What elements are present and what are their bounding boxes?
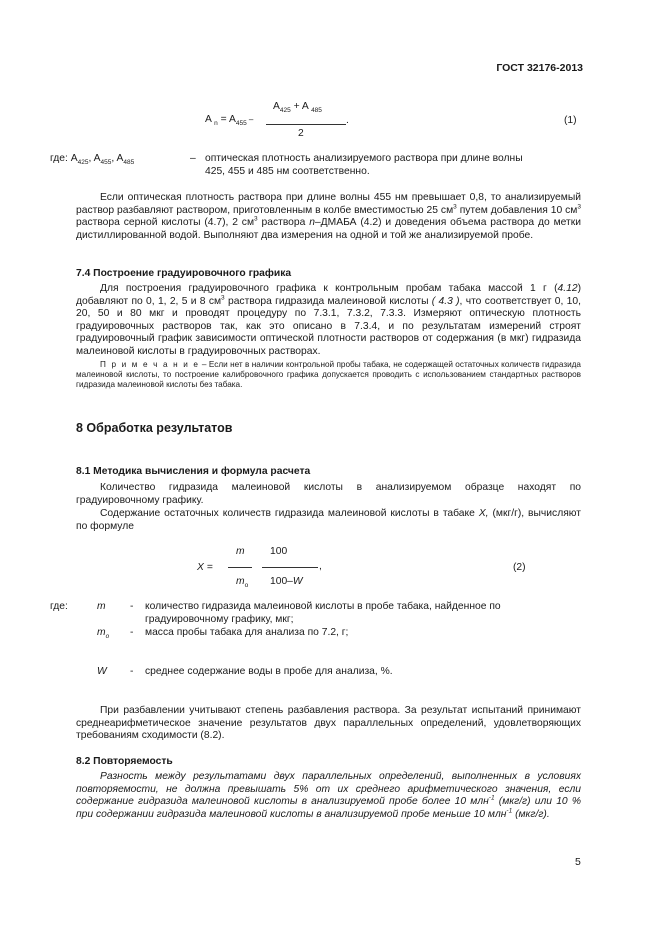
formula-2-den-100w: 100–W (270, 576, 303, 587)
formula-2-den-m: $m_o$ (236, 576, 249, 590)
page-number: 5 (575, 856, 581, 868)
where-2-symbol: m (97, 601, 106, 612)
where-1-desc-line-2: 425, 455 и 485 нм соответственно. (205, 166, 370, 177)
formula-1-number: (1) (564, 115, 577, 126)
formula-2-num-m: m (236, 546, 245, 557)
formula-1-lhs: A $_n = A_{455}$ – (205, 114, 254, 128)
standard-number: ГОСТ 32176-2013 (496, 62, 583, 74)
section-7-4-paragraph: Для построения градуировочного графика к контрольным пробам табака массой 1 г (4.12) добавляют по 0, 1, 2, 5 и 8 $см^3$ раствора гидразида малеиновой кислоты ( 4.3 ), что соответствует 0, 10, 20, 50 и 80 мкг и проводят процедуру по 7.3.1, 7.3.2, 7.3.3. Измеряют оптическую плотность градуировочных растворов так, как это описано в 7.3.4, и по результатам измерений строят градуировочный график зависимости оптической плотности растворов от содержания (в мкг) гидразида малеиновой кислоты в градуировочных растворах. (76, 283, 581, 357)
section-7-4-heading: 7.4 Построение градуировочного графика (76, 268, 292, 279)
formula-2-comma: , (319, 561, 322, 572)
section-8-2-heading: 8.2 Повторяемость (76, 756, 173, 767)
formula-2-num-100: 100 (270, 546, 288, 557)
section-8-1-paragraph-2: Содержание остаточных количеств гидразида малеиновой кислоты в табаке X, (мкг/г), вычисляют по формуле (76, 508, 581, 532)
formula-1-fraction-line (266, 124, 346, 125)
section-7-4-note: П р и м е ч а н и е – Если нет в наличии контрольной пробы табака, не содержащей остаточных количеств гидразида малеиновой кислоты, то построение калибровочного графика допускается проводить с использованием стандартных растворов гидразида малеиновой кислоты без табака. (76, 360, 581, 390)
where-2-symbol: W (97, 666, 107, 677)
where-2-desc-line-1: среднее содержание воды в пробе для анализа, %. (145, 666, 393, 677)
formula-2-number: (2) (513, 562, 526, 573)
formula-2-lhs: X = (197, 562, 213, 573)
where-2-dash: - (130, 627, 134, 638)
where-2-label: где: (50, 601, 68, 612)
formula-1-dot: . (346, 115, 349, 126)
formula-2-fraction-line-1 (228, 567, 252, 568)
result-paragraph: При разбавлении учитывают степень разбавления раствора. За результат испытаний принимают среднеарифметическое значение результатов двух параллельных определений, удовлетворяющих требованиям сходимости (8.2). (76, 705, 581, 742)
where-2-desc-line-1: количество гидразида малеиновой кислоты в пробе табака, найденное по (145, 601, 501, 612)
where-2-symbol: $m_o$ (97, 627, 110, 641)
where-2-desc-line-2: градуировочному графику, мкг; (145, 614, 294, 625)
formula-1-denominator: 2 (298, 128, 304, 139)
where-1-symbols: где: $A_{425}$, $A_{455}$, $A_{485}$ (50, 153, 135, 167)
section-8-2-paragraph: Разность между результатами двух параллельных определений, выполненных в условиях повторяемости, не должна превышать 5% от их среднего арифметического значения, если содержание гидразида малеиновой кислоты в анализируемой пробе более 10 млн$^{-1}$ (мкг/г) или 10 % при содержании гидразида малеиновой кислоты в анализируемой пробе меньше 10 млн$^{-1}$ (мкг/г). (76, 771, 581, 820)
where-2-dash: - (130, 666, 134, 677)
formula-1-numerator: $A_{425} + A$ $_{485}$ (273, 101, 322, 115)
where-1-dash: – (190, 153, 196, 164)
section-8-1-heading: 8.1 Методика вычисления и формула расчета (76, 466, 311, 477)
formula-2-fraction-line-2 (262, 567, 318, 568)
dilution-paragraph: Если оптическая плотность раствора при длине волны 455 нм превышает 0,8, то анализируемый раствор разбавляют раствором, приготовленным в колбе вместимостью 25 $см^3$ путем добавления 10 $см^3$ раствора серной кислоты (4.7), 2 $см^3$ раствора n–ДМАБА (4.2) и доведения объема раствора до метки дистиллированной водой. Выполняют два измерения на одной и той же анализируемой пробе. (76, 192, 582, 241)
where-1-desc-line-1: оптическая плотность анализируемого раствора при длине волны (205, 153, 523, 164)
where-2-desc-line-1: масса пробы табака для анализа по 7.2, г; (145, 627, 349, 638)
section-8-1-paragraph-1: Количество гидразида малеиновой кислоты в анализируемом образце находят по градуировочному графику. (76, 482, 581, 506)
section-8-heading: 8 Обработка результатов (76, 421, 233, 435)
where-2-dash: - (130, 601, 134, 612)
